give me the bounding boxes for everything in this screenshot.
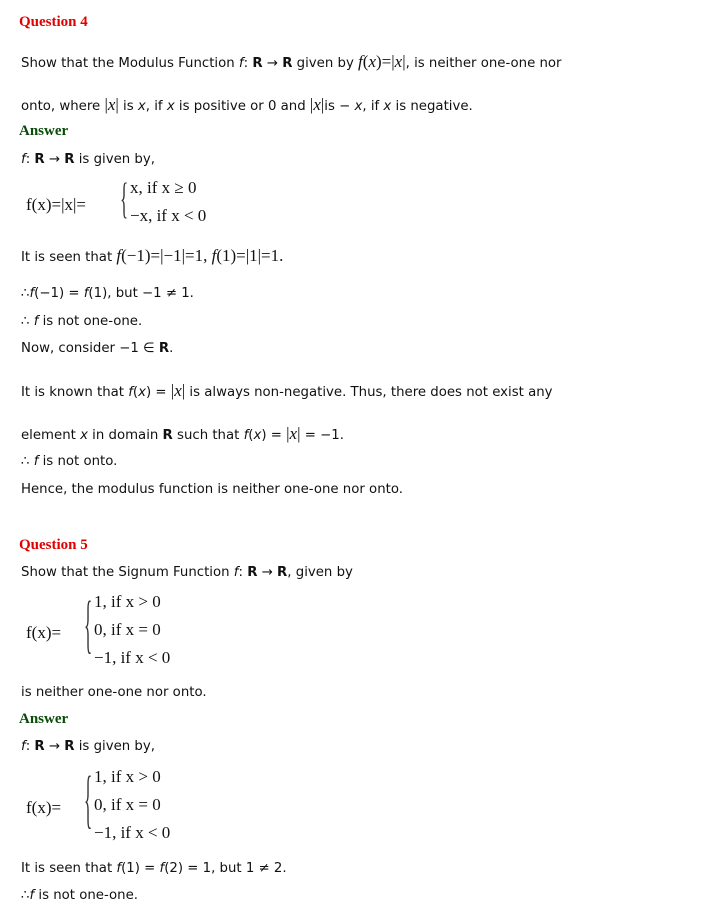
text-segment: is − [324,99,355,114]
text-segment: is not one-one. [34,888,138,903]
text-segment: ∴ [21,314,34,329]
text-segment: It is seen that [21,861,117,876]
piecewise-lhs: f(x)= [26,798,62,817]
text-segment: | [297,424,301,443]
left-brace-icon: { [84,763,93,836]
text-segment: : [243,56,253,71]
q4-given [21,151,155,169]
text-segment: (1), but −1 ≠ 1. [88,286,194,301]
q4-seen [21,247,283,267]
text-segment: f [21,739,26,754]
q4-not-onto [21,453,117,471]
text-segment: , if [145,99,167,114]
q4-statement-line-1 [21,53,562,73]
text-segment: f [159,861,165,876]
text-segment: (2) = 1, but 1 ≠ 2. [164,861,287,876]
text-segment: f [233,565,239,580]
text-segment: is given by, [74,739,155,754]
text-segment: f [21,152,26,167]
text-segment: is negative. [391,99,473,114]
text-segment: R [282,56,293,71]
text-segment: → [262,56,283,71]
text-segment: is always non-negative. Thus, there does not exist any [185,385,553,400]
text-segment: x [313,95,321,114]
text-segment: ( [248,428,254,443]
text-segment: f [33,314,39,329]
text-segment: f [83,286,89,301]
text-segment: is given by, [74,152,155,167]
q4-answer-label: Answer [19,123,69,139]
text-segment: x [174,381,182,400]
q5-statement-line-1 [21,564,353,582]
piecewise-case: −x, if x < 0 [130,206,207,225]
q5-answer-label: Answer [19,711,69,727]
text-segment: . [169,341,174,356]
text-segment: | [170,381,175,400]
text-segment: )=| [376,52,395,71]
text-segment: x [289,424,298,443]
text-segment: (1)=|1|=1. [216,246,284,265]
text-segment: : [25,739,35,754]
text-segment: f [358,52,363,71]
text-segment: (−1) = [34,286,84,301]
text-segment: R [252,56,263,71]
text-segment: f [243,428,249,443]
text-segment: , if [362,99,384,114]
q4-statement-line-2 [21,96,473,116]
text-segment: → [44,152,65,167]
piecewise-case: −1, if x < 0 [94,648,171,667]
text-segment: → [257,565,278,580]
text-segment: Show that the Signum Function [21,565,234,580]
q4-hence [21,481,403,499]
text-segment: ( [362,52,369,71]
question-4-title: Question 4 [19,14,88,30]
q4-known [21,382,553,402]
question-5-title: Question 5 [19,537,88,553]
text-segment: f [116,861,122,876]
q4-not-one-one [21,313,142,331]
text-segment: It is known that [21,385,129,400]
text-segment: ∴ [21,286,30,301]
text-segment: | [115,95,119,114]
piecewise-case: 1, if x > 0 [94,592,161,611]
text-segment: | [309,95,314,114]
q4-element [21,425,344,445]
text-segment: x [354,99,363,114]
text-segment: ∴ [21,888,30,903]
text-segment: It is seen that [21,250,117,265]
text-segment: is neither one-one nor onto. [21,685,207,700]
text-segment: R [247,565,258,580]
text-segment: in domain [87,428,163,443]
text-segment: | [104,95,108,114]
left-brace-icon: { [120,174,129,223]
text-segment: f [238,56,244,71]
text-segment: x [80,428,88,443]
text-segment: x [107,95,116,114]
text-segment: ∴ [21,454,34,469]
text-segment: R [64,152,75,167]
text-segment: x [394,52,403,71]
text-segment: f [116,246,122,265]
text-segment: Hence, the modulus function is neither one-one nor onto. [21,482,403,497]
text-segment: : [25,152,35,167]
left-brace-icon: { [84,588,93,661]
text-segment: (1) = [121,861,160,876]
piecewise-case: 1, if x > 0 [94,767,161,786]
q4-therefore [21,285,194,303]
text-segment: is not onto. [38,454,118,469]
text-segment: such that [172,428,244,443]
text-segment: f [29,888,35,903]
text-segment: Now, consider −1 ∈ [21,341,159,356]
q5-statement-line-2 [21,684,207,702]
text-segment: element [21,428,81,443]
text-segment: R [162,428,173,443]
text-segment: f [211,246,217,265]
text-segment: x [137,99,146,114]
text-segment: x [138,385,146,400]
text-segment: , is neither one-one nor [405,56,562,71]
text-segment: x [383,99,392,114]
text-segment: R [34,152,45,167]
text-segment: is [118,99,138,114]
text-segment: | [286,424,290,443]
q5-seen [21,860,287,878]
piecewise-case: −1, if x < 0 [94,823,171,842]
text-segment: onto, where [21,99,105,114]
text-segment: R [64,739,75,754]
text-segment: is not one-one. [38,314,143,329]
text-segment: x [166,99,175,114]
q5-not-one-one [21,887,138,905]
piecewise-case: 0, if x = 0 [94,795,161,814]
text-segment: → [44,739,65,754]
text-segment: , given by [287,565,353,580]
text-segment: R [277,565,288,580]
piecewise-case: x, if x ≥ 0 [130,178,197,197]
text-segment: is positive or 0 and [174,99,310,114]
piecewise-case: 0, if x = 0 [94,620,161,639]
text-segment: x [368,52,376,71]
text-segment: x [253,428,262,443]
text-segment: | [320,95,325,114]
q4-consider [21,340,173,358]
text-segment: f [33,454,39,469]
text-segment: R [34,739,45,754]
text-segment: | [402,52,406,71]
piecewise-lhs: f(x)=|x|= [26,195,86,214]
text-segment: = −1. [300,428,344,443]
text-segment: f [29,286,35,301]
piecewise-lhs: f(x)= [26,623,62,642]
text-segment: Show that the Modulus Function [21,56,239,71]
text-segment: (−1)=|−1|=1, [121,246,212,265]
text-segment: ( [132,385,139,400]
text-segment: | [181,381,186,400]
text-segment: : [238,565,248,580]
text-segment: given by [292,56,359,71]
text-segment: R [158,341,170,356]
text-segment: ) = [261,428,287,443]
text-segment: f [128,385,133,400]
text-segment: ) = [146,385,171,400]
q5-given [21,738,155,756]
